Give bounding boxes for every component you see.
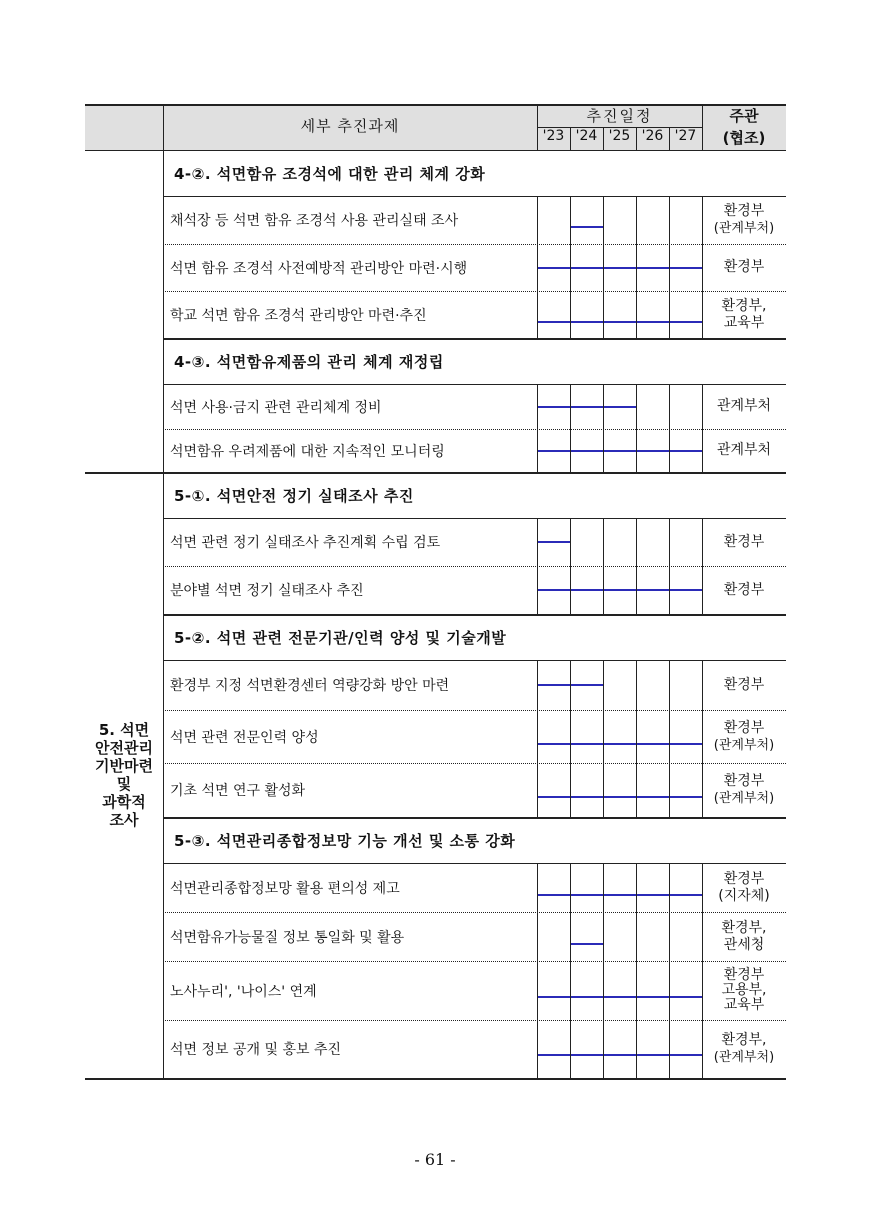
header-task-column: 세부 추진과제	[300, 117, 400, 135]
table-rule	[669, 196, 670, 338]
table-rule	[570, 384, 571, 472]
table-rule	[570, 660, 571, 817]
table-top-rule	[85, 104, 786, 106]
group-title: 5-②. 석면 관련 전문기관/인력 양성 및 기술개발	[174, 629, 507, 647]
agency-text: 고용부,	[721, 982, 767, 998]
group-title: 5-①. 석면안전 정기 실태조사 추진	[174, 487, 414, 505]
agency-text: (관계부처)	[713, 737, 775, 753]
schedule-bar	[537, 321, 702, 323]
table-rule	[702, 104, 703, 150]
row-rule	[163, 429, 786, 430]
group-title-rule	[163, 196, 786, 197]
table-rule	[537, 196, 538, 338]
header-shade-left	[85, 104, 163, 150]
schedule-bar	[537, 450, 702, 452]
agency-text: 관세청	[723, 936, 765, 953]
category-label: 안전관리	[95, 739, 153, 757]
table-rule	[163, 863, 164, 1078]
category-label: 기반마련	[95, 757, 153, 775]
agency-text: (관계부처)	[713, 1050, 775, 1065]
header-year-2024: '24	[575, 128, 598, 144]
group-end-rule	[163, 338, 786, 340]
task-label: 석면 관련 정기 실태조사 추진계획 수립 검토	[170, 535, 441, 551]
table-rule	[537, 518, 538, 614]
table-rule	[537, 127, 702, 128]
agency-text: (지자체)	[718, 887, 770, 904]
agency-text: 환경부	[723, 870, 765, 887]
schedule-bar	[537, 1054, 702, 1056]
table-rule	[537, 384, 538, 472]
category-label: 및	[116, 775, 132, 793]
page-number: - 61 -	[414, 1150, 456, 1169]
table-rule	[163, 104, 164, 150]
row-rule	[163, 961, 786, 962]
group-end-rule	[163, 614, 786, 616]
table-rule	[702, 196, 703, 338]
agency-text: 환경부	[723, 967, 765, 983]
table-rule	[636, 863, 637, 1078]
table-rule	[603, 384, 604, 472]
task-label: 기초 석면 연구 활성화	[170, 783, 306, 799]
category-label: 조사	[109, 811, 139, 829]
header-year-2026: '26	[641, 128, 664, 144]
task-label: 분야별 석면 정기 실태조사 추진	[170, 583, 364, 599]
agency-text: 환경부	[723, 676, 765, 693]
schedule-bar	[570, 943, 603, 945]
table-rule	[603, 518, 604, 614]
table-rule	[537, 104, 538, 150]
table-rule	[702, 660, 703, 817]
task-label: 석면 정보 공개 및 홍보 추진	[170, 1042, 342, 1058]
table-rule	[163, 614, 164, 660]
table-rule	[636, 660, 637, 817]
table-rule	[669, 518, 670, 614]
schedule-bar	[537, 406, 636, 408]
task-label: 석면 함유 조경석 사전예방적 관리방안 마련·시행	[170, 260, 468, 277]
group-title: 4-②. 석면함유 조경석에 대한 관리 체계 강화	[174, 165, 486, 183]
table-rule	[669, 660, 670, 817]
schedule-bar	[537, 589, 702, 591]
group-title-rule	[163, 384, 786, 385]
row-rule	[163, 566, 786, 567]
row-rule	[163, 244, 786, 245]
table-rule	[537, 863, 538, 1078]
table-rule	[603, 127, 604, 150]
schedule-bar	[537, 996, 702, 998]
header-lead: 주관	[729, 107, 759, 125]
table-rule	[163, 660, 164, 817]
category-label: 과학적	[102, 793, 146, 811]
task-label: 석면관리종합정보망 활용 편의성 제고	[170, 880, 400, 897]
table-rule	[636, 196, 637, 338]
table-rule	[669, 384, 670, 472]
group-end-rule	[163, 817, 786, 819]
agency-text: 환경부	[723, 773, 765, 789]
table-rule	[570, 863, 571, 1078]
group-title-rule	[163, 660, 786, 661]
table-rule	[570, 127, 571, 150]
group-title-rule	[163, 863, 786, 864]
row-rule	[163, 710, 786, 711]
row-rule	[163, 1020, 786, 1021]
schedule-bar	[537, 894, 702, 896]
table-rule	[163, 817, 164, 863]
table-rule	[163, 150, 164, 196]
group-title: 5-③. 석면관리종합정보망 기능 개선 및 소통 강화	[174, 832, 516, 850]
task-label: 학교 석면 함유 조경석 관리방안 마련·추진	[170, 307, 427, 324]
section-end-rule	[85, 472, 786, 474]
table-rule	[537, 660, 538, 817]
task-label: 석면 관련 전문인력 양성	[170, 729, 319, 746]
agency-text: 환경부,	[721, 1032, 767, 1048]
table-rule	[702, 384, 703, 472]
task-label: 채석장 등 석면 함유 조경석 사용 관리실태 조사	[170, 213, 459, 229]
header-year-2023: '23	[542, 128, 565, 144]
table-rule	[669, 863, 670, 1078]
task-label: 환경부 지정 석면환경센터 역량강화 방안 마련	[170, 678, 450, 694]
task-label: 노사누리', '나이스' 연계	[170, 983, 317, 1000]
table-rule	[163, 518, 164, 614]
agency-text: 관계부처	[716, 398, 772, 414]
agency-text: 환경부	[723, 581, 765, 598]
header-cooperation: (협조)	[722, 129, 766, 147]
agency-text: (관계부처)	[713, 791, 775, 806]
header-schedule: 추진일정	[586, 107, 653, 125]
task-label: 석면함유가능물질 정보 통일화 및 활용	[170, 929, 405, 946]
agency-text: 관계부처	[716, 442, 772, 458]
schedule-bar	[537, 267, 702, 269]
row-rule	[163, 291, 786, 292]
table-rule	[603, 196, 604, 338]
row-rule	[163, 912, 786, 913]
table-rule	[163, 472, 164, 518]
task-label: 석면함유 우려제품에 대한 지속적인 모니터링	[170, 443, 445, 460]
section-end-rule	[85, 1078, 786, 1080]
table-rule	[702, 518, 703, 614]
agency-text: 환경부	[723, 203, 765, 219]
row-rule	[163, 763, 786, 764]
schedule-bar	[570, 226, 603, 228]
table-rule	[163, 196, 164, 338]
agency-text: 교육부	[723, 314, 765, 331]
table-rule	[636, 127, 637, 150]
table-rule	[570, 196, 571, 338]
agency-text: 교육부	[723, 997, 765, 1013]
agency-text: 환경부	[723, 719, 765, 736]
table-rule	[163, 338, 164, 384]
table-rule	[603, 660, 604, 817]
header-year-2025: '25	[608, 128, 631, 144]
schedule-bar	[537, 541, 570, 543]
table-rule	[603, 863, 604, 1078]
header-bottom-rule	[85, 150, 786, 151]
category-label: 5. 석면	[98, 721, 150, 739]
table-rule	[669, 127, 670, 150]
agency-text: 환경부,	[721, 297, 767, 314]
agency-text: (관계부처)	[713, 221, 775, 236]
group-title-rule	[163, 518, 786, 519]
table-rule	[570, 518, 571, 614]
table-rule	[636, 518, 637, 614]
task-label: 석면 사용·금지 관련 관리체계 정비	[170, 399, 382, 416]
table-rule	[163, 384, 164, 472]
table-rule	[636, 384, 637, 472]
agency-text: 환경부	[723, 533, 765, 550]
header-year-2027: '27	[674, 128, 697, 144]
agency-text: 환경부	[723, 259, 765, 275]
schedule-bar	[537, 743, 702, 745]
group-title: 4-③. 석면함유제품의 관리 체계 재정립	[174, 353, 444, 371]
table-rule	[702, 863, 703, 1078]
agency-text: 환경부,	[721, 919, 767, 936]
schedule-bar	[537, 796, 702, 798]
